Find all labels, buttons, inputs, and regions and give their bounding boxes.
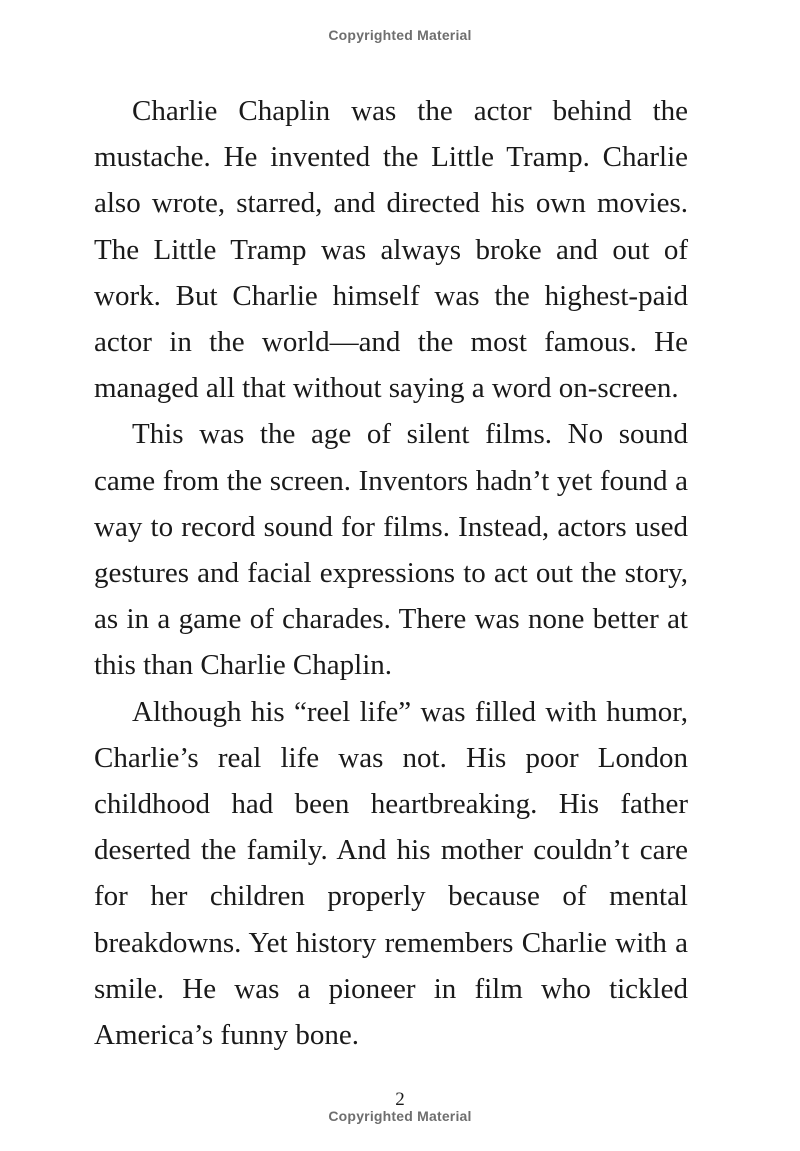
paragraph-3: Although his “reel life” was filled with humor, Charlie’s real life was not. His poor London childhood had been heartbreaking. His father deserted the family. And his mother couldn’t care for her children properly because of mental breakdowns. Yet history remembers Charlie with a smile. He was a pioneer in film who tickled America’s funny bone. bbox=[94, 695, 688, 1052]
body-text bbox=[94, 88, 688, 1058]
paragraph-2: This was the age of silent films. No sound came from the screen. Inventors hadn’t yet found a way to record sound for films. Instead, actors used gestures and facial expressions to act out the story, as in a game of charades. There was none better at this than Charlie Chaplin. bbox=[94, 418, 688, 682]
copyright-watermark-top: Copyrighted Material bbox=[328, 27, 472, 43]
copyright-watermark-bottom: Copyrighted Material bbox=[328, 1108, 472, 1124]
paragraph-1: Charlie Chaplin was the actor behind the mustache. He invented the Little Tramp. Charlie also wrote, starred, and directed his own movies. The Little Tramp was always broke and out of work. But Charlie himself was the highest-paid actor in the world—and the most famous. He managed all that without saying a word on-screen. bbox=[94, 95, 688, 405]
page-number: 2 bbox=[395, 1089, 405, 1110]
